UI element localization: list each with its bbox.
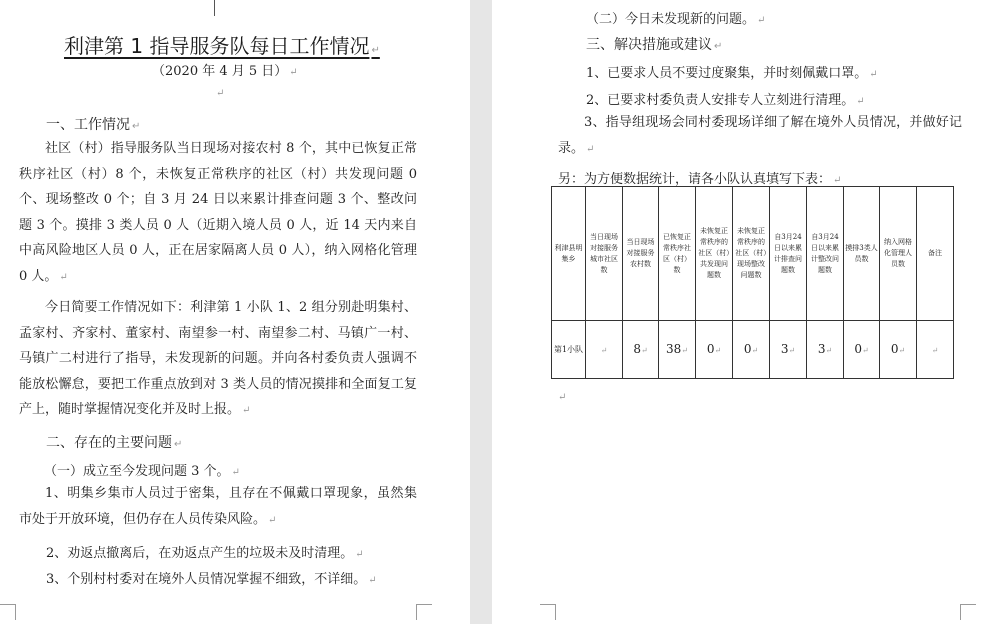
table-cell[interactable]: 0↵ bbox=[696, 321, 733, 379]
table-cell[interactable]: ↵ bbox=[586, 321, 623, 379]
problem-subheading[interactable]: （一）成立至今发现问题 3 个。 ↵ bbox=[44, 464, 240, 479]
measure-1[interactable]: 1、已要求人员不要过度聚集，并时刻佩戴口罩。 ↵ bbox=[586, 66, 878, 81]
table-header-cell[interactable]: 已恢复正常秩序社区（村）数 bbox=[659, 187, 696, 321]
text-cursor bbox=[214, 0, 215, 16]
margin-corner-bottom-left bbox=[540, 604, 556, 620]
table-note[interactable]: 另：为方便数据统计，请各小队认真填写下表： ↵ bbox=[558, 172, 842, 187]
table-header-cell[interactable]: 当日现场对接服务农村数 bbox=[623, 187, 659, 321]
problem-item-3[interactable]: 3、个别村村委对在境外人员情况掌握不细致，不详细。 ↵ bbox=[46, 572, 377, 587]
table-cell[interactable]: 0↵ bbox=[733, 321, 770, 379]
section2-heading[interactable]: 二、存在的主要问题 ↵ bbox=[46, 435, 183, 451]
table-cell[interactable]: 0↵ bbox=[880, 321, 917, 379]
table-header-cell[interactable]: 利津县明集乡 bbox=[552, 187, 586, 321]
table-header-cell[interactable]: 自3月24日以来累计整改问题数 bbox=[807, 187, 844, 321]
table-cell[interactable]: 0↵ bbox=[844, 321, 880, 379]
table-cell[interactable]: ↵ bbox=[917, 321, 954, 379]
table-header-cell[interactable]: 未恢复正常秩序的社区（村）共发现问题数 bbox=[696, 187, 733, 321]
table-header-cell[interactable]: 纳入网格化管理人员数 bbox=[880, 187, 917, 321]
no-new-problems-line[interactable]: （二）今日未发现新的问题。 ↵ bbox=[586, 12, 766, 27]
table-header-cell[interactable]: 备注 bbox=[917, 187, 954, 321]
table-cell[interactable]: 第1小队 bbox=[552, 321, 586, 379]
problem-item-1[interactable]: 1、明集乡集市人员过于密集，且存在不佩戴口罩现象，虽然集市处于开放环境，但仍存在人员传染风险。 ↵ bbox=[19, 486, 417, 527]
empty-paragraph-mark: ↵ bbox=[216, 88, 225, 99]
table-header-row bbox=[552, 187, 954, 321]
table-header-cell[interactable]: 自3月24日以来累计排查问题数 bbox=[770, 187, 807, 321]
statistics-table bbox=[551, 186, 954, 379]
table-cell[interactable]: 38↵ bbox=[659, 321, 696, 379]
document-title[interactable]: 利津第 1 指导服务队每日工作情况 ↵ bbox=[64, 34, 380, 58]
margin-corner-bottom-right bbox=[960, 604, 976, 620]
problem-item-2[interactable]: 2、劝返点撤离后，在劝返点产生的垃圾未及时清理。 ↵ bbox=[46, 546, 364, 561]
document-page-right bbox=[492, 0, 1000, 624]
measure-2[interactable]: 2、已要求村委负责人安排专人立刻进行清理。 ↵ bbox=[586, 93, 865, 108]
empty-paragraph-mark: ↵ bbox=[558, 392, 567, 403]
document-date[interactable]: （2020 年 4 月 5 日） ↵ bbox=[152, 64, 298, 79]
section1-paragraph1[interactable]: 社区（村）指导服务队当日现场对接农村 8 个，其中已恢复正常秩序社区（村）8 个，未恢复正常秩序的社区（村）共发现问题 0 个、现场整改 0 个；自 3 月 24 日以来累计排查问题 3 个、整改问题 3 个。摸排 3 类人员 0 人（近期入境人员 0 人，近 14 天内来自中高风险地区人员 0 人，正在居家隔离人员 0 人），纳入网格化管理 0 人。 ↵ bbox=[19, 141, 417, 284]
table-cell[interactable]: 3↵ bbox=[770, 321, 807, 379]
section1-heading[interactable]: 一、工作情况 ↵ bbox=[46, 117, 141, 133]
table-header-cell[interactable]: 当日现场对接服务城市社区数 bbox=[586, 187, 623, 321]
document-page-left bbox=[0, 0, 470, 624]
table-row bbox=[552, 321, 954, 379]
table-cell[interactable]: 8↵ bbox=[623, 321, 659, 379]
table-cell[interactable]: 3↵ bbox=[807, 321, 844, 379]
table-header-cell[interactable]: 未恢复正常秩序的社区（村）现场整改问题数 bbox=[733, 187, 770, 321]
margin-corner-bottom-right bbox=[416, 604, 432, 620]
margin-corner-bottom-left bbox=[0, 604, 16, 620]
measure-3[interactable]: 3、指导组现场会同村委现场详细了解在境外人员情况，并做好记录。 ↵ bbox=[558, 115, 962, 156]
section1-paragraph2[interactable]: 今日简要工作情况如下：利津第 1 小队 1、2 组分别赴明集村、孟家村、齐家村、董家村、南望参一村、南望参二村、马镇广一村、马镇广二村进行了指导，未发现新的问题。并向各村委负责人强调不能放松懈怠，要把工作重点放到对 3 类人员的情况摸排和全面复工复产上，随时掌握情况变化并及时上报。 ↵ bbox=[19, 300, 417, 418]
table-header-cell[interactable]: 摸排3类人员数 bbox=[844, 187, 880, 321]
section3-heading[interactable]: 三、解决措施或建议 ↵ bbox=[586, 37, 723, 53]
